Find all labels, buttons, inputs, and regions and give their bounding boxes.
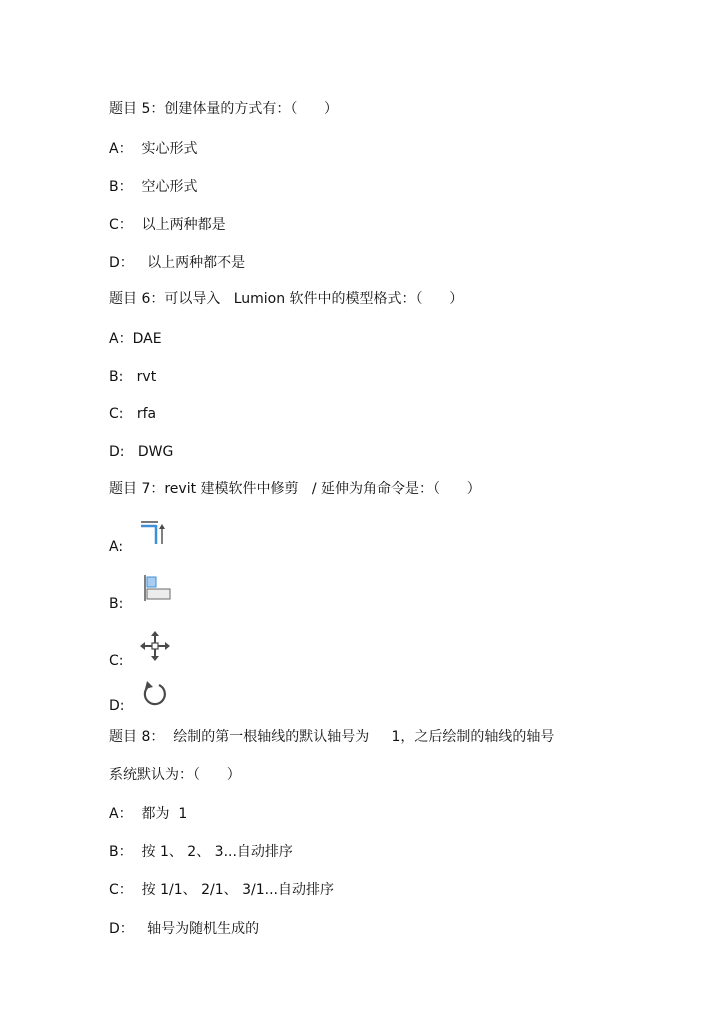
question-7-option-a-label: A: — [109, 539, 124, 555]
question-5-stem: 题目 5：创建体量的方式有：（ ） — [109, 101, 339, 117]
align-icon — [141, 574, 173, 602]
move-icon — [140, 631, 170, 661]
question-8-option-c: C： 按 1/1、 2/1、 3/1...自动排序 — [109, 882, 334, 898]
question-8-option-d: D： 轴号为随机生成的 — [109, 921, 260, 937]
question-7-option-b-label: B: — [109, 596, 124, 612]
question-8-stem-line-1: 题目 8： 绘制的第一根轴线的默认轴号为 1，之后绘制的轴线的轴号 — [109, 729, 555, 745]
question-5-option-b: B： 空心形式 — [109, 179, 198, 195]
question-7-stem: 题目 7：revit 建模软件中修剪 / 延伸为角命令是：（ ） — [109, 481, 481, 497]
trim-extend-corner-icon — [138, 518, 168, 546]
question-5-option-a: A： 实心形式 — [109, 141, 198, 157]
question-5-option-c: C： 以上两种都是 — [109, 217, 226, 233]
question-8-stem-line-2: 系统默认为：（ ） — [109, 767, 241, 783]
rotate-icon — [141, 680, 169, 708]
question-6-option-c: C: rfa — [109, 406, 157, 422]
question-6-option-d: D: DWG — [109, 444, 174, 460]
question-7-option-d-label: D: — [109, 698, 125, 714]
question-8-option-b: B： 按 1、 2、 3...自动排序 — [109, 844, 293, 860]
question-6-option-a: A：DAE — [109, 331, 162, 347]
question-6-option-b: B: rvt — [109, 369, 157, 385]
question-7-option-c-label: C: — [109, 653, 124, 669]
question-8-option-a: A： 都为 1 — [109, 806, 188, 822]
question-6-stem: 题目 6：可以导入 Lumion 软件中的模型格式：（ ） — [109, 291, 464, 307]
question-5-option-d: D： 以上两种都不是 — [109, 255, 246, 271]
